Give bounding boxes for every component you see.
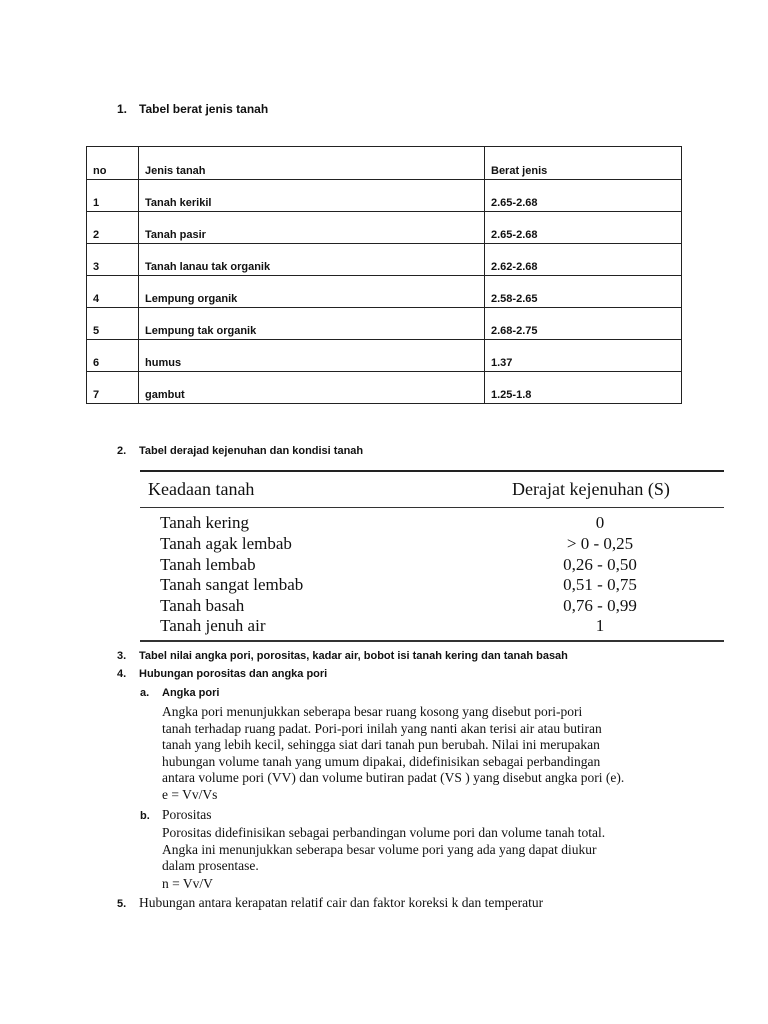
section-number: 2. (117, 445, 127, 457)
saturation-table-scan (140, 465, 724, 645)
section-number: 4. (117, 668, 127, 680)
porositas-paragraph (162, 825, 682, 875)
table-cell: 3 (87, 244, 139, 276)
table-cell: 2.65-2.68 (485, 180, 682, 212)
section-1-heading (117, 102, 268, 116)
table-cell: 7 (87, 372, 139, 404)
section-5-heading (117, 895, 543, 911)
paragraph-line: hubungan volume tanah yang umum dipakai, didefinisikan sebagai perbandingan (162, 753, 601, 769)
condition-label: Tanah lembab (160, 555, 256, 574)
angka-pori-paragraph (162, 704, 682, 787)
section-title: Tabel nilai angka pori, porositas, kadar air, bobot isi tanah kering dan tanah basah (139, 650, 568, 662)
saturation-value: 0,51 - 0,75 (563, 575, 637, 594)
paragraph-line: antara volume pori (VV) dan volume butiran padat (VS ) yang disebut angka pori (e). (162, 770, 625, 785)
section-2-heading (117, 445, 363, 457)
saturation-value: 0 (595, 513, 605, 532)
column-header: no (87, 147, 139, 180)
saturation-value: 1 (595, 616, 605, 635)
table-cell: 2.58-2.65 (485, 276, 682, 308)
subsection-letter: b. (140, 810, 150, 822)
paragraph-line: tanah yang lebih kecil, sehingga siat dari tanah pun berubah. Nilai ini merupakan (162, 737, 600, 752)
section-title: Hubungan porositas dan angka pori (139, 668, 328, 680)
column-header: Berat jenis (485, 147, 682, 180)
table-row (87, 244, 682, 276)
section-number: 1. (117, 102, 128, 116)
section-number: 5. (117, 898, 127, 910)
column-header: Jenis tanah (139, 147, 485, 180)
subsection-title: Angka pori (162, 687, 220, 699)
table-cell: 2.62-2.68 (485, 244, 682, 276)
table-row (87, 308, 682, 340)
table-row (87, 212, 682, 244)
table-cell: 4 (87, 276, 139, 308)
table-bottom-rule (140, 640, 724, 642)
paragraph-line: tanah terhadap ruang padat. Pori-pori inilah yang nanti akan terisi air atau butiran (162, 720, 602, 736)
derajat-header: Derajat kejenuhan (S) (512, 479, 670, 499)
keadaan-header: Keadaan tanah (148, 479, 255, 499)
paragraph-line: Angka ini menunjukkan seberapa besar volume pori yang ada yang dapat diukur (162, 841, 597, 857)
table-cell: Lempung organik (139, 276, 485, 308)
saturation-value: 0,76 - 0,99 (563, 596, 637, 615)
table-cell: Tanah kerikil (139, 180, 485, 212)
saturation-value: > 0 - 0,25 (566, 534, 634, 553)
table-header-row (87, 147, 682, 180)
section-title: Tabel berat jenis tanah (139, 102, 269, 116)
table-cell: Lempung tak organik (139, 308, 485, 340)
paragraph-line: Porositas didefinisikan sebagai perbandingan volume pori dan volume tanah total. (162, 825, 606, 840)
subsection-title: Porositas (162, 807, 212, 822)
table-cell: humus (139, 340, 485, 372)
section-3-heading (117, 650, 568, 662)
condition-label: Tanah basah (160, 596, 245, 615)
table-cell: 2.65-2.68 (485, 212, 682, 244)
condition-label: Tanah sangat lembab (160, 575, 304, 594)
condition-label: Tanah kering (160, 513, 249, 532)
table-cell: 6 (87, 340, 139, 372)
porosity-formula: n = Vv/V (162, 876, 213, 891)
section-number: 3. (117, 650, 127, 662)
subsection-letter: a. (140, 687, 150, 699)
section-4-heading (117, 668, 327, 680)
table-cell: 2.68-2.75 (485, 308, 682, 340)
table-cell: 5 (87, 308, 139, 340)
table-row (87, 276, 682, 308)
table-row (87, 340, 682, 372)
table-cell: gambut (139, 372, 485, 404)
condition-label: Tanah jenuh air (160, 616, 266, 635)
subsection-a-heading (140, 687, 219, 699)
table-cell: Tanah pasir (139, 212, 485, 244)
void-ratio-formula: e = Vv/Vs (162, 787, 218, 802)
table-cell: 2 (87, 212, 139, 244)
paragraph-line: Angka pori menunjukkan seberapa besar ruang kosong yang disebut pori-pori (162, 704, 583, 719)
section-title: Tabel derajad kejenuhan dan kondisi tanah (139, 445, 364, 457)
condition-label: Tanah agak lembab (160, 534, 292, 553)
specific-gravity-table (86, 146, 682, 404)
section-title: Hubungan antara kerapatan relatif cair dan faktor koreksi k dan temperatur (139, 895, 544, 910)
table-top-rule (140, 470, 724, 472)
paragraph-line: dalam prosentase. (162, 858, 259, 873)
table-cell: 1.25-1.8 (485, 372, 682, 404)
table-row (87, 372, 682, 404)
table-cell: 1.37 (485, 340, 682, 372)
header-rule (140, 507, 724, 508)
saturation-value: 0,26 - 0,50 (563, 555, 637, 574)
subsection-b-heading (140, 807, 212, 823)
table-cell: Tanah lanau tak organik (139, 244, 485, 276)
table-cell: 1 (87, 180, 139, 212)
table-row (87, 180, 682, 212)
